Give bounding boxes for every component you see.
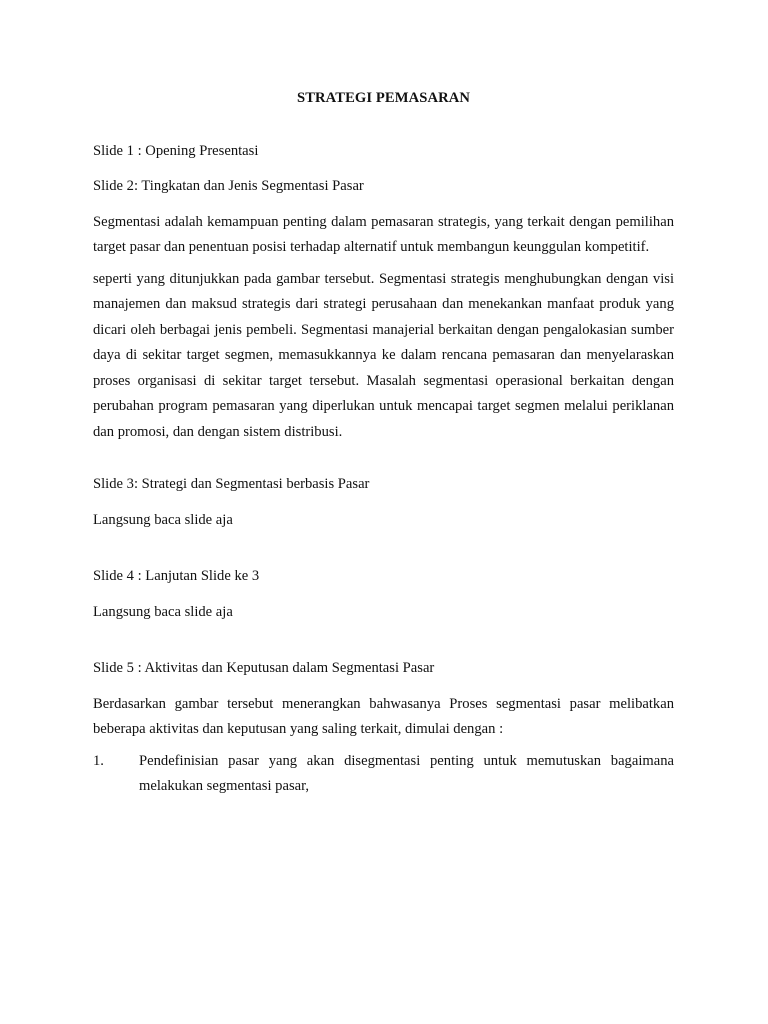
- document-body: [93, 86, 674, 800]
- list-item-text: Pendefinisian pasar yang akan disegmentasi penting untuk memutuskan bagaimana melakukan segmentasi pasar,: [139, 752, 674, 794]
- slide-3-heading: Slide 3: Strategi dan Segmentasi berbasis Pasar: [93, 476, 370, 492]
- list-item: [93, 749, 674, 800]
- document-title: STRATEGI PEMASARAN: [296, 90, 471, 106]
- slide-4-note: Langsung baca slide aja: [93, 603, 233, 620]
- spacer: [93, 635, 674, 656]
- spacer: [93, 451, 674, 472]
- numbered-list: [93, 749, 674, 800]
- spacer: [93, 543, 674, 564]
- slide-3-note: Langsung baca slide aja: [93, 511, 233, 528]
- list-item-number: 1.: [93, 752, 104, 769]
- slide-2-heading: Slide 2: Tingkatan dan Jenis Segmentasi Pasar: [93, 178, 364, 194]
- slide-5-heading: Slide 5 : Aktivitas dan Keputusan dalam Segmentasi Pasar: [93, 660, 435, 676]
- slide-1-heading: Slide 1 : Opening Presentasi: [93, 142, 259, 159]
- slide-2-paragraph-1: Segmentasi adalah kemampuan penting dalam pemasaran strategis, yang terkait dengan pemilihan target pasar dan penentuan posisi terhadap alternatif untuk membangun keunggulan kompetitif.: [93, 213, 674, 255]
- slide-2-paragraph-2: seperti yang ditunjukkan pada gambar tersebut. Segmentasi strategis menghubungkan dengan visi manajemen dan maksud strategis dari strategi perusahaan dan menekankan manfaat produk yang dicari oleh berbagai jenis pembeli. Segmentasi manajerial berkaitan dengan pengalokasian sumber daya di sekitar target segmen, memasukkannya ke dalam rencana pemasaran dan menyelaraskan proses organisasi di sekitar target tersebut. Masalah segmentasi operasional berkaitan dengan perubahan program pemasaran yang diperlukan untuk mencapai target segmen melalui periklanan dan promosi, dan dengan sistem distribusi.: [93, 270, 674, 440]
- slide-4-heading: Slide 4 : Lanjutan Slide ke 3: [93, 568, 260, 584]
- slide-5-paragraph: Berdasarkan gambar tersebut menerangkan bahwasanya Proses segmentasi pasar melibatkan beberapa aktivitas dan keputusan yang saling terkait, dimulai dengan :: [93, 695, 674, 737]
